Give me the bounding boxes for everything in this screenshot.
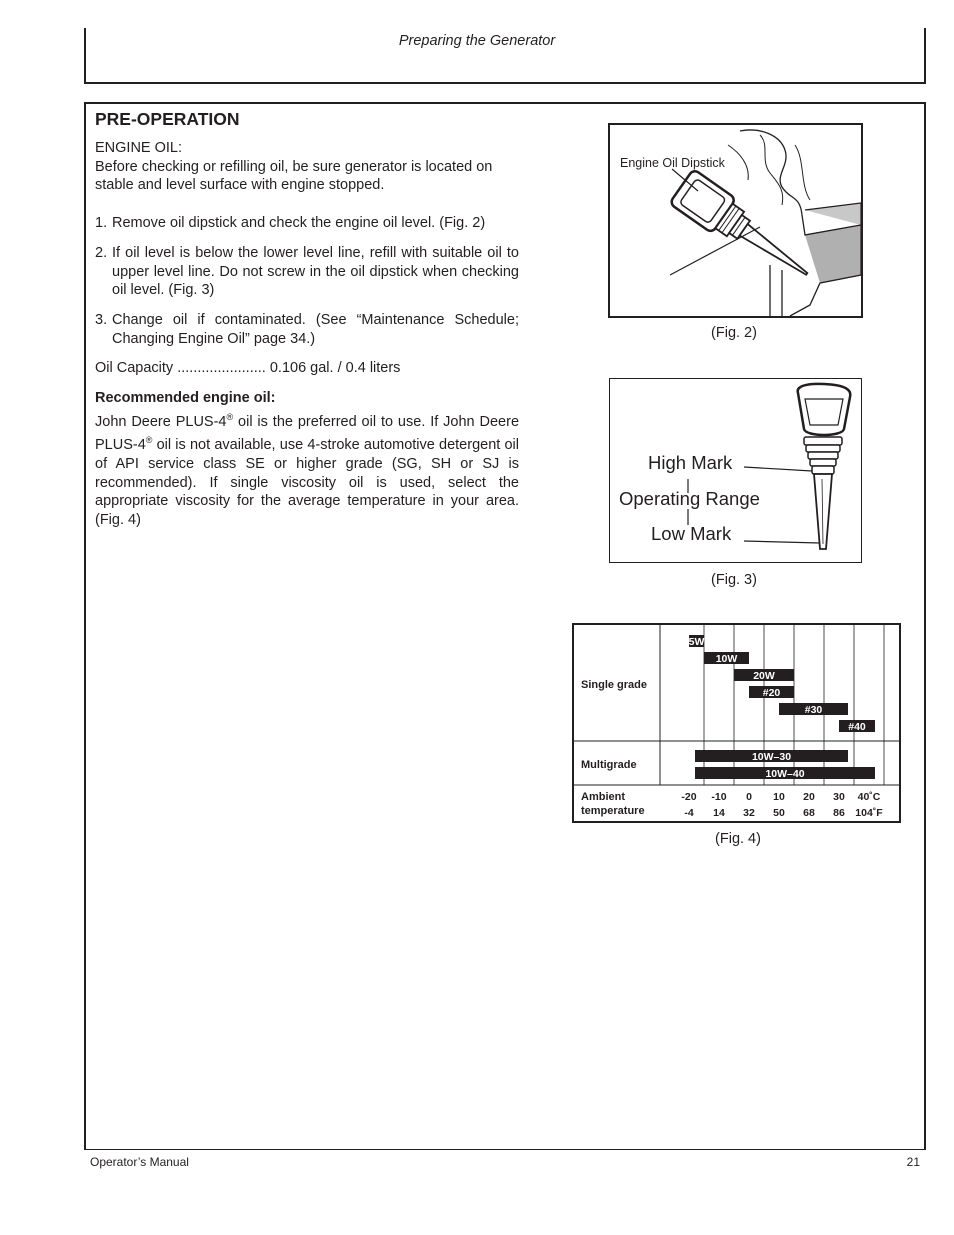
oil-capacity: Oil Capacity ...................... 0.106 gal. / 0.4 liters — [95, 360, 401, 377]
engine-oil-label: ENGINE OIL: — [95, 140, 183, 156]
step-text: Change oil if contaminated. (See “Maintenance Schedule; Changing Engine Oil” page 34.) — [112, 311, 519, 347]
fahrenheit-tick-label: 86 — [833, 807, 845, 819]
recommended-oil-text — [95, 408, 519, 530]
figure-4-caption: (Fig. 4) — [715, 831, 761, 847]
step-1 — [95, 214, 519, 233]
registered-mark: ® — [226, 411, 234, 422]
rec-text-1: John Deere PLUS-4 — [95, 413, 227, 430]
footer-manual-title: Operator’s Manual — [90, 1155, 189, 1169]
page-header-title: Preparing the Generator — [398, 33, 556, 49]
celsius-tick-label: 0 — [746, 791, 752, 803]
step-2 — [95, 244, 519, 300]
dipstick-illustration — [610, 125, 861, 316]
leader-line — [670, 227, 760, 275]
ambient-label: Ambient — [581, 791, 625, 803]
recommended-oil-title: Recommended engine oil: — [95, 390, 276, 407]
celsius-tick-label: 30 — [833, 791, 845, 803]
figure-3-oil-level — [609, 378, 862, 563]
celsius-tick-label: 20 — [803, 791, 815, 803]
multigrade-label: 10W–40 — [765, 768, 805, 780]
single-grade-label: #20 — [762, 687, 781, 699]
celsius-tick-label: 10 — [773, 791, 785, 803]
rec-text-2: oil is the preferred oil to use. If John Deere PLUS-4 — [95, 413, 520, 454]
operating-range-label: Operating Range — [619, 488, 760, 509]
low-mark-label: Low Mark — [651, 523, 732, 544]
figure-2-dipstick — [608, 123, 863, 318]
celsius-tick-label: -20 — [681, 791, 697, 803]
single-grade-label: #30 — [804, 704, 823, 716]
oil-level-illustration — [610, 379, 860, 561]
step-number: 1. — [95, 215, 108, 232]
registered-mark: ® — [145, 435, 153, 446]
dipstick-label: Engine Oil Dipstick — [620, 156, 725, 170]
step-text: Remove oil dipstick and check the engine oil level. (Fig. 2) — [112, 215, 486, 232]
fahrenheit-tick-label: -4 — [684, 807, 694, 819]
fahrenheit-tick-label: 104˚F — [855, 807, 883, 819]
fahrenheit-tick-label: 68 — [803, 807, 815, 819]
celsius-tick-label: 40˚C — [857, 791, 881, 803]
celsius-tick-label: -10 — [711, 791, 727, 803]
single-grade-label: Single grade — [581, 679, 648, 691]
single-grade-label: 5W — [688, 636, 705, 648]
multigrade-label: Multigrade — [581, 759, 637, 771]
intro-paragraph: Before checking or refilling oil, be sure generator is located on stable and level surface with engine stopped. — [95, 158, 493, 194]
single-grade-label: 20W — [753, 670, 775, 682]
temperature-label: temperature — [581, 805, 645, 817]
step-text: If oil level is below the lower level line, refill with suitable oil to upper level line. Do not screw in the oil dipstick when checking oil level. (Fig. 3) — [112, 244, 519, 299]
text-column — [95, 108, 519, 530]
high-mark-label: High Mark — [648, 452, 733, 473]
fahrenheit-tick-label: 50 — [773, 807, 785, 819]
page-number: 21 — [906, 1155, 920, 1169]
figure-2-caption: (Fig. 2) — [711, 325, 757, 341]
step-number: 3. — [95, 311, 108, 328]
fahrenheit-tick-label: 32 — [743, 807, 755, 819]
section-title: PRE-OPERATION — [95, 109, 240, 129]
multigrade-label: 10W–30 — [751, 751, 792, 763]
figure-4-viscosity-chart — [572, 623, 901, 823]
fahrenheit-tick-label: 14 — [713, 807, 725, 819]
viscosity-chart-svg — [574, 625, 899, 821]
single-grade-label: 10W — [715, 653, 738, 665]
figure-3-caption: (Fig. 3) — [711, 572, 757, 588]
single-grade-label: #40 — [848, 721, 866, 733]
step-3 — [95, 311, 519, 348]
rec-text-3: oil is not available, use 4-stroke automotive detergent oil of API service class SE or higher grade (SG, SH or SJ is recommended). If single viscosity oil is used, select the appropriate viscosity for the average temperature in your area. (Fig. 4) — [95, 437, 519, 528]
step-number: 2. — [95, 244, 108, 261]
